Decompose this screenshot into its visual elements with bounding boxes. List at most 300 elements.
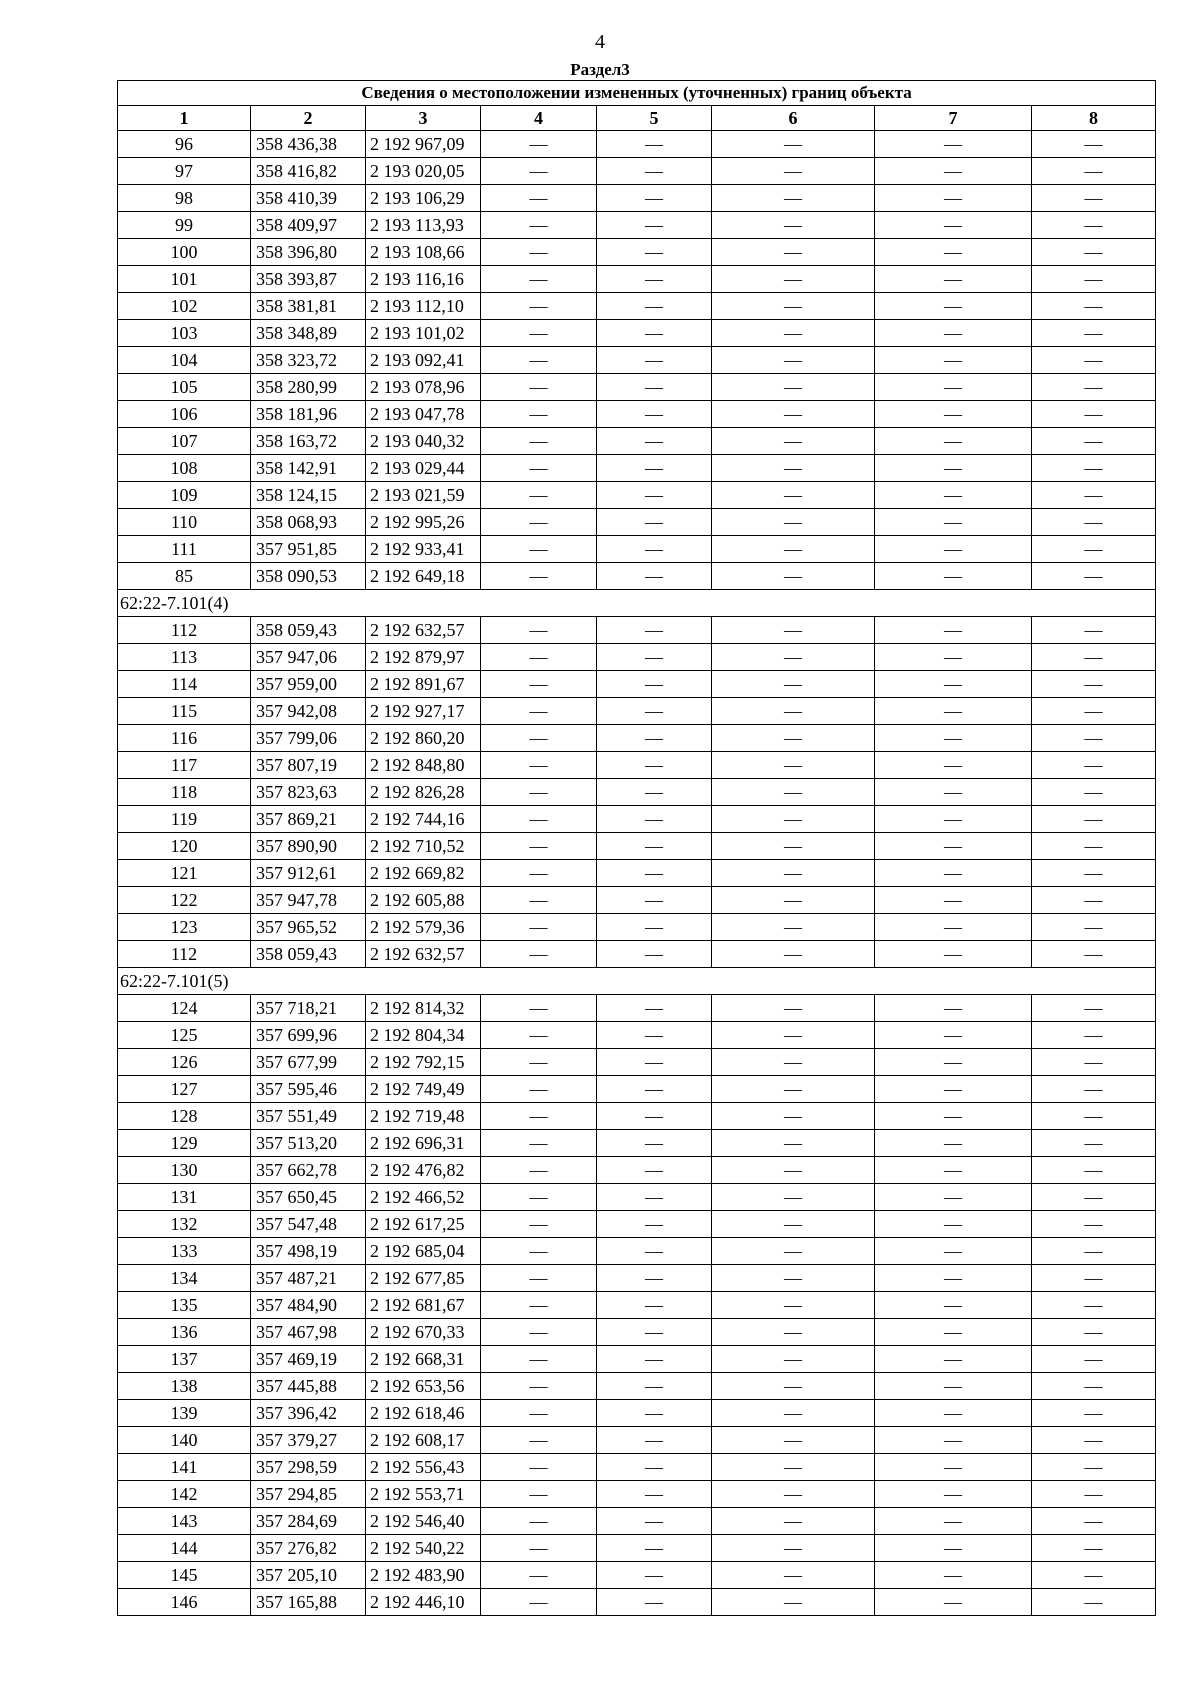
empty-value-cell xyxy=(712,1076,875,1103)
point-number-cell: 97 xyxy=(118,158,251,185)
point-number-cell: 144 xyxy=(118,1535,251,1562)
dash-mark: — xyxy=(645,431,663,451)
dash-mark: — xyxy=(944,539,962,559)
point-number-cell: 136 xyxy=(118,1319,251,1346)
point-number-cell: 98 xyxy=(118,185,251,212)
empty-value-cell xyxy=(597,725,712,752)
dash-mark: — xyxy=(1084,296,1103,316)
empty-value-cell xyxy=(712,1238,875,1265)
dash-mark: — xyxy=(645,161,663,181)
column-number: 6 xyxy=(712,106,875,131)
point-number-cell: 108 xyxy=(118,455,251,482)
y-coordinate-cell: 2 193 108,66 xyxy=(366,239,481,266)
dash-mark: — xyxy=(645,1025,663,1045)
dash-mark: — xyxy=(645,1214,663,1234)
table-row xyxy=(118,455,1156,482)
dash-mark: — xyxy=(645,836,663,856)
point-number-cell: 143 xyxy=(118,1508,251,1535)
table-row xyxy=(118,1292,1156,1319)
table-row xyxy=(118,212,1156,239)
dash-mark: — xyxy=(645,728,663,748)
dash-mark: — xyxy=(784,539,802,559)
y-coordinate-cell: 2 192 653,56 xyxy=(366,1373,481,1400)
dash-mark: — xyxy=(784,1268,802,1288)
dash-mark: — xyxy=(645,188,663,208)
empty-value-cell xyxy=(1032,347,1156,374)
dash-mark: — xyxy=(1084,755,1103,775)
empty-value-cell xyxy=(597,239,712,266)
table-row xyxy=(118,914,1156,941)
empty-value-cell xyxy=(875,563,1032,590)
point-number-cell: 123 xyxy=(118,914,251,941)
dash-mark: — xyxy=(529,755,548,775)
x-coordinate-cell: 358 068,93 xyxy=(251,509,366,536)
x-coordinate-cell: 358 416,82 xyxy=(251,158,366,185)
empty-value-cell xyxy=(1032,536,1156,563)
empty-value-cell xyxy=(875,1211,1032,1238)
dash-mark: — xyxy=(784,809,802,829)
table-body xyxy=(118,131,1156,1616)
empty-value-cell xyxy=(1032,1292,1156,1319)
x-coordinate-cell: 358 381,81 xyxy=(251,293,366,320)
point-number-cell: 128 xyxy=(118,1103,251,1130)
dash-mark: — xyxy=(784,944,802,964)
point-number-cell: 106 xyxy=(118,401,251,428)
y-coordinate-cell: 2 193 113,93 xyxy=(366,212,481,239)
empty-value-cell xyxy=(597,995,712,1022)
empty-value-cell xyxy=(1032,860,1156,887)
dash-mark: — xyxy=(944,890,962,910)
dash-mark: — xyxy=(944,323,962,343)
dash-mark: — xyxy=(944,485,962,505)
point-number-cell: 133 xyxy=(118,1238,251,1265)
dash-mark: — xyxy=(944,1592,962,1612)
empty-value-cell xyxy=(597,482,712,509)
y-coordinate-cell: 2 193 092,41 xyxy=(366,347,481,374)
dash-mark: — xyxy=(529,620,548,640)
empty-value-cell xyxy=(481,1481,597,1508)
empty-value-cell xyxy=(712,1373,875,1400)
empty-value-cell xyxy=(481,806,597,833)
point-number-cell: 138 xyxy=(118,1373,251,1400)
empty-value-cell xyxy=(597,509,712,536)
empty-value-cell xyxy=(1032,482,1156,509)
x-coordinate-cell: 357 807,19 xyxy=(251,752,366,779)
empty-value-cell xyxy=(481,860,597,887)
empty-value-cell xyxy=(875,644,1032,671)
table-caption: Сведения о местоположении измененных (уточненных) границ объекта xyxy=(118,81,1156,106)
point-number-cell: 114 xyxy=(118,671,251,698)
empty-value-cell xyxy=(481,536,597,563)
empty-value-cell xyxy=(875,1562,1032,1589)
dash-mark: — xyxy=(784,512,802,532)
empty-value-cell xyxy=(712,914,875,941)
empty-value-cell xyxy=(1032,698,1156,725)
empty-value-cell xyxy=(597,860,712,887)
dash-mark: — xyxy=(1084,512,1103,532)
dash-mark: — xyxy=(944,458,962,478)
empty-value-cell xyxy=(875,455,1032,482)
empty-value-cell xyxy=(1032,266,1156,293)
table-row xyxy=(118,374,1156,401)
dash-mark: — xyxy=(1084,1106,1103,1126)
y-coordinate-cell: 2 192 804,34 xyxy=(366,1022,481,1049)
dash-mark: — xyxy=(784,188,802,208)
y-coordinate-cell: 2 193 047,78 xyxy=(366,401,481,428)
y-coordinate-cell: 2 192 744,16 xyxy=(366,806,481,833)
x-coordinate-cell: 358 436,38 xyxy=(251,131,366,158)
x-coordinate-cell: 357 445,88 xyxy=(251,1373,366,1400)
dash-mark: — xyxy=(784,134,802,154)
empty-value-cell xyxy=(1032,671,1156,698)
empty-value-cell xyxy=(597,644,712,671)
x-coordinate-cell: 358 059,43 xyxy=(251,941,366,968)
empty-value-cell xyxy=(597,1157,712,1184)
empty-value-cell xyxy=(1032,374,1156,401)
y-coordinate-cell: 2 192 933,41 xyxy=(366,536,481,563)
y-coordinate-cell: 2 192 618,46 xyxy=(366,1400,481,1427)
empty-value-cell xyxy=(875,374,1032,401)
y-coordinate-cell: 2 192 826,28 xyxy=(366,779,481,806)
empty-value-cell xyxy=(875,1076,1032,1103)
dash-mark: — xyxy=(944,566,962,586)
empty-value-cell xyxy=(481,347,597,374)
dash-mark: — xyxy=(784,377,802,397)
dash-mark: — xyxy=(944,944,962,964)
dash-mark: — xyxy=(645,512,663,532)
parcel-section-label: 62:22-7.101(4) xyxy=(118,590,1156,617)
empty-value-cell xyxy=(875,1103,1032,1130)
dash-mark: — xyxy=(1084,1349,1103,1369)
dash-mark: — xyxy=(784,1592,802,1612)
empty-value-cell xyxy=(1032,239,1156,266)
empty-value-cell xyxy=(481,374,597,401)
dash-mark: — xyxy=(1084,1376,1103,1396)
dash-mark: — xyxy=(529,458,548,478)
empty-value-cell xyxy=(712,266,875,293)
empty-value-cell xyxy=(481,212,597,239)
dash-mark: — xyxy=(529,1376,548,1396)
dash-mark: — xyxy=(784,296,802,316)
dash-mark: — xyxy=(645,1106,663,1126)
empty-value-cell xyxy=(875,833,1032,860)
dash-mark: — xyxy=(784,755,802,775)
dash-mark: — xyxy=(529,1592,548,1612)
dash-mark: — xyxy=(944,1538,962,1558)
empty-value-cell xyxy=(481,1589,597,1616)
empty-value-cell xyxy=(712,1454,875,1481)
dash-mark: — xyxy=(1084,1592,1103,1612)
dash-mark: — xyxy=(784,674,802,694)
empty-value-cell xyxy=(875,914,1032,941)
dash-mark: — xyxy=(529,1079,548,1099)
dash-mark: — xyxy=(784,620,802,640)
dash-mark: — xyxy=(784,1538,802,1558)
empty-value-cell xyxy=(597,1373,712,1400)
empty-value-cell xyxy=(597,293,712,320)
empty-value-cell xyxy=(712,455,875,482)
dash-mark: — xyxy=(645,323,663,343)
empty-value-cell xyxy=(712,131,875,158)
point-number-cell: 129 xyxy=(118,1130,251,1157)
dash-mark: — xyxy=(944,620,962,640)
dash-mark: — xyxy=(529,890,548,910)
dash-mark: — xyxy=(784,1484,802,1504)
y-coordinate-cell: 2 192 995,26 xyxy=(366,509,481,536)
empty-value-cell xyxy=(1032,563,1156,590)
empty-value-cell xyxy=(1032,320,1156,347)
x-coordinate-cell: 358 163,72 xyxy=(251,428,366,455)
point-number-cell: 146 xyxy=(118,1589,251,1616)
table-row xyxy=(118,1373,1156,1400)
dash-mark: — xyxy=(645,566,663,586)
x-coordinate-cell: 358 410,39 xyxy=(251,185,366,212)
point-number-cell: 117 xyxy=(118,752,251,779)
empty-value-cell xyxy=(712,995,875,1022)
table-row xyxy=(118,1184,1156,1211)
x-coordinate-cell: 357 699,96 xyxy=(251,1022,366,1049)
dash-mark: — xyxy=(944,917,962,937)
y-coordinate-cell: 2 192 632,57 xyxy=(366,941,481,968)
dash-mark: — xyxy=(529,188,548,208)
x-coordinate-cell: 358 393,87 xyxy=(251,266,366,293)
dash-mark: — xyxy=(784,782,802,802)
empty-value-cell xyxy=(481,995,597,1022)
dash-mark: — xyxy=(1084,1538,1103,1558)
x-coordinate-cell: 357 951,85 xyxy=(251,536,366,563)
column-number: 4 xyxy=(481,106,597,131)
empty-value-cell xyxy=(875,725,1032,752)
dash-mark: — xyxy=(1084,539,1103,559)
empty-value-cell xyxy=(875,428,1032,455)
dash-mark: — xyxy=(645,1538,663,1558)
dash-mark: — xyxy=(645,242,663,262)
dash-mark: — xyxy=(529,1295,548,1315)
empty-value-cell xyxy=(712,698,875,725)
table-row xyxy=(118,239,1156,266)
y-coordinate-cell: 2 192 668,31 xyxy=(366,1346,481,1373)
empty-value-cell xyxy=(1032,779,1156,806)
empty-value-cell xyxy=(597,1454,712,1481)
empty-value-cell xyxy=(712,617,875,644)
dash-mark: — xyxy=(645,134,663,154)
empty-value-cell xyxy=(481,1103,597,1130)
dash-mark: — xyxy=(1084,1187,1103,1207)
empty-value-cell xyxy=(712,1319,875,1346)
empty-value-cell xyxy=(597,1049,712,1076)
dash-mark: — xyxy=(645,1268,663,1288)
table-row xyxy=(118,401,1156,428)
empty-value-cell xyxy=(481,833,597,860)
empty-value-cell xyxy=(1032,1427,1156,1454)
empty-value-cell xyxy=(597,212,712,239)
empty-value-cell xyxy=(481,401,597,428)
empty-value-cell xyxy=(481,1211,597,1238)
dash-mark: — xyxy=(645,647,663,667)
dash-mark: — xyxy=(529,242,548,262)
dash-mark: — xyxy=(784,998,802,1018)
empty-value-cell xyxy=(875,347,1032,374)
y-coordinate-cell: 2 193 021,59 xyxy=(366,482,481,509)
empty-value-cell xyxy=(597,185,712,212)
dash-mark: — xyxy=(784,1457,802,1477)
y-coordinate-cell: 2 192 719,48 xyxy=(366,1103,481,1130)
y-coordinate-cell: 2 192 669,82 xyxy=(366,860,481,887)
empty-value-cell xyxy=(1032,131,1156,158)
empty-value-cell xyxy=(875,212,1032,239)
y-coordinate-cell: 2 193 020,05 xyxy=(366,158,481,185)
dash-mark: — xyxy=(944,728,962,748)
x-coordinate-cell: 357 487,21 xyxy=(251,1265,366,1292)
dash-mark: — xyxy=(944,1430,962,1450)
empty-value-cell xyxy=(597,752,712,779)
dash-mark: — xyxy=(784,1511,802,1531)
empty-value-cell xyxy=(481,1076,597,1103)
x-coordinate-cell: 357 551,49 xyxy=(251,1103,366,1130)
point-number-cell: 131 xyxy=(118,1184,251,1211)
empty-value-cell xyxy=(481,1535,597,1562)
empty-value-cell xyxy=(597,347,712,374)
dash-mark: — xyxy=(784,1295,802,1315)
point-number-cell: 115 xyxy=(118,698,251,725)
dash-mark: — xyxy=(529,1160,548,1180)
empty-value-cell xyxy=(481,293,597,320)
empty-value-cell xyxy=(875,1157,1032,1184)
dash-mark: — xyxy=(784,1322,802,1342)
dash-mark: — xyxy=(529,404,548,424)
dash-mark: — xyxy=(1084,269,1103,289)
empty-value-cell xyxy=(481,1562,597,1589)
x-coordinate-cell: 358 323,72 xyxy=(251,347,366,374)
point-number-cell: 102 xyxy=(118,293,251,320)
empty-value-cell xyxy=(597,1535,712,1562)
dash-mark: — xyxy=(529,377,548,397)
empty-value-cell xyxy=(1032,401,1156,428)
empty-value-cell xyxy=(597,671,712,698)
dash-mark: — xyxy=(1084,1565,1103,1585)
dash-mark: — xyxy=(944,1457,962,1477)
dash-mark: — xyxy=(784,890,802,910)
empty-value-cell xyxy=(712,185,875,212)
table-row xyxy=(118,1346,1156,1373)
dash-mark: — xyxy=(645,458,663,478)
empty-value-cell xyxy=(597,1400,712,1427)
dash-mark: — xyxy=(529,998,548,1018)
dash-mark: — xyxy=(1084,215,1103,235)
dash-mark: — xyxy=(1084,1511,1103,1531)
dash-mark: — xyxy=(944,863,962,883)
table-row xyxy=(118,671,1156,698)
dash-mark: — xyxy=(645,1349,663,1369)
empty-value-cell xyxy=(875,1427,1032,1454)
empty-value-cell xyxy=(597,428,712,455)
column-number: 3 xyxy=(366,106,481,131)
empty-value-cell xyxy=(712,725,875,752)
x-coordinate-cell: 357 396,42 xyxy=(251,1400,366,1427)
table-row xyxy=(118,428,1156,455)
empty-value-cell xyxy=(481,509,597,536)
x-coordinate-cell: 357 205,10 xyxy=(251,1562,366,1589)
empty-value-cell xyxy=(875,752,1032,779)
x-coordinate-cell: 357 484,90 xyxy=(251,1292,366,1319)
empty-value-cell xyxy=(875,1535,1032,1562)
point-number-cell: 139 xyxy=(118,1400,251,1427)
empty-value-cell xyxy=(481,1157,597,1184)
dash-mark: — xyxy=(944,1241,962,1261)
dash-mark: — xyxy=(529,215,548,235)
empty-value-cell xyxy=(597,1022,712,1049)
empty-value-cell xyxy=(481,1508,597,1535)
empty-value-cell xyxy=(1032,185,1156,212)
empty-value-cell xyxy=(712,1400,875,1427)
dash-mark: — xyxy=(1084,728,1103,748)
empty-value-cell xyxy=(1032,1184,1156,1211)
dash-mark: — xyxy=(529,1430,548,1450)
table-row xyxy=(118,1211,1156,1238)
dash-mark: — xyxy=(944,404,962,424)
dash-mark: — xyxy=(1084,1052,1103,1072)
dash-mark: — xyxy=(645,998,663,1018)
dash-mark: — xyxy=(944,269,962,289)
empty-value-cell xyxy=(712,158,875,185)
column-number: 5 xyxy=(597,106,712,131)
dash-mark: — xyxy=(529,836,548,856)
empty-value-cell xyxy=(875,293,1032,320)
empty-value-cell xyxy=(1032,752,1156,779)
table-row xyxy=(118,1103,1156,1130)
empty-value-cell xyxy=(481,1238,597,1265)
empty-value-cell xyxy=(875,1238,1032,1265)
y-coordinate-cell: 2 192 605,88 xyxy=(366,887,481,914)
empty-value-cell xyxy=(875,239,1032,266)
empty-value-cell xyxy=(712,1265,875,1292)
dash-mark: — xyxy=(529,566,548,586)
empty-value-cell xyxy=(1032,428,1156,455)
empty-value-cell xyxy=(875,1454,1032,1481)
dash-mark: — xyxy=(944,350,962,370)
dash-mark: — xyxy=(944,512,962,532)
empty-value-cell xyxy=(481,563,597,590)
section-title: Раздел3 xyxy=(570,60,630,79)
dash-mark: — xyxy=(645,1133,663,1153)
empty-value-cell xyxy=(875,1346,1032,1373)
dash-mark: — xyxy=(1084,701,1103,721)
empty-value-cell xyxy=(597,563,712,590)
table-row xyxy=(118,1535,1156,1562)
dash-mark: — xyxy=(1084,377,1103,397)
dash-mark: — xyxy=(944,1106,962,1126)
dash-mark: — xyxy=(1084,647,1103,667)
dash-mark: — xyxy=(645,1484,663,1504)
dash-mark: — xyxy=(784,1376,802,1396)
dash-mark: — xyxy=(1084,1241,1103,1261)
empty-value-cell xyxy=(875,779,1032,806)
empty-value-cell xyxy=(712,509,875,536)
empty-value-cell xyxy=(875,995,1032,1022)
dash-mark: — xyxy=(784,485,802,505)
empty-value-cell xyxy=(712,428,875,455)
table-row xyxy=(118,482,1156,509)
dash-mark: — xyxy=(645,620,663,640)
dash-mark: — xyxy=(529,485,548,505)
y-coordinate-cell: 2 193 101,02 xyxy=(366,320,481,347)
empty-value-cell xyxy=(712,860,875,887)
dash-mark: — xyxy=(529,350,548,370)
dash-mark: — xyxy=(529,674,548,694)
dash-mark: — xyxy=(944,647,962,667)
dash-mark: — xyxy=(529,1268,548,1288)
dash-mark: — xyxy=(944,1268,962,1288)
